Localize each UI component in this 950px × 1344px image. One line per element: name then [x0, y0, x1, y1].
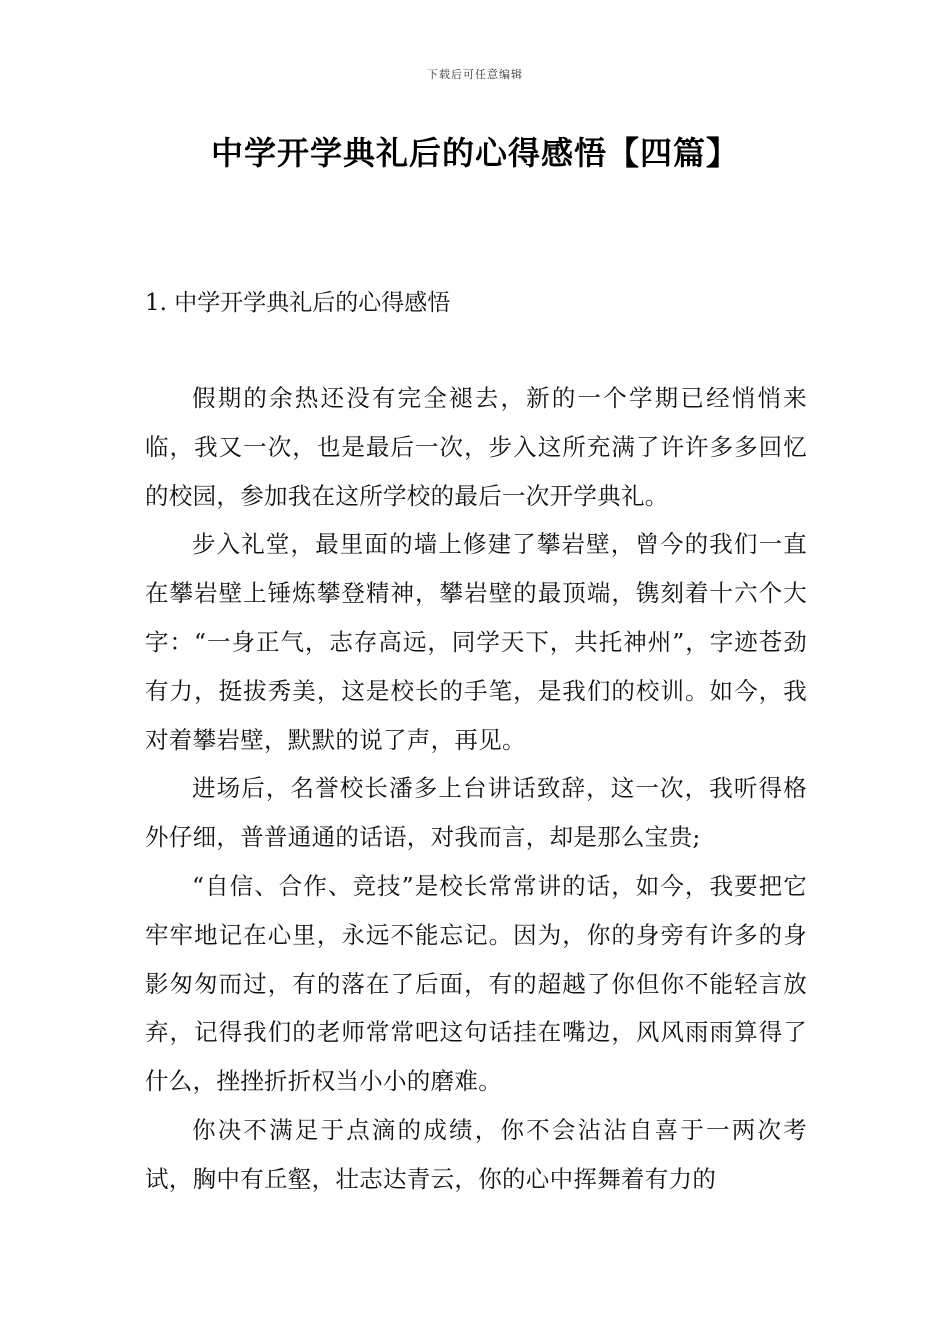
paragraph: “自信、合作、竞技”是校长常常讲的话，如今，我要把它牢牢地记在心里，永远不能忘记。因为，你的身旁有许多的身影匆匆而过，有的落在了后面，有的超越了你但你不能轻言放弃，记得我们的老师常常吧这句话挂在嘴边，风风雨雨算得了什么，挫挫折折权当小小的磨难。 — [145, 871, 807, 1096]
paragraph: 步入礼堂，最里面的墙上修建了攀岩壁，曾今的我们一直在攀岩壁上锤炼攀登精神，攀岩壁的最顶端，镌刻着十六个大字：“一身正气，志存高远，同学天下，共托神州”，字迹苍劲有力，挺拔秀美，这是校长的手笔，是我们的校训。如今，我对着攀岩壁，默默的说了声，再见。 — [145, 530, 807, 754]
document-title: 中学开学典礼后的心得感悟【四篇】 — [210, 134, 739, 172]
paragraph: 你决不满足于点滴的成绩，你不会沾沾自喜于一两次考试，胸中有丘壑，壮志达青云，你的心中挥舞着有力的 — [145, 1115, 807, 1193]
header-note: 下载后可任意编辑 — [427, 68, 523, 81]
document-body — [145, 374, 807, 1204]
paragraph: 假期的余热还没有完全褪去，新的一个学期已经悄悄来临，我又一次，也是最后一次，步入这所充满了许许多多回忆的校园，参加我在这所学校的最后一次开学典礼。 — [145, 384, 807, 510]
section-heading: 1. 中学开学典礼后的心得感悟 — [145, 290, 451, 316]
paragraph: 进场后，名誉校长潘多上台讲话致辞，这一次，我听得格外仔细，普普通通的话语，对我而言，却是那么宝贵; — [145, 774, 807, 852]
